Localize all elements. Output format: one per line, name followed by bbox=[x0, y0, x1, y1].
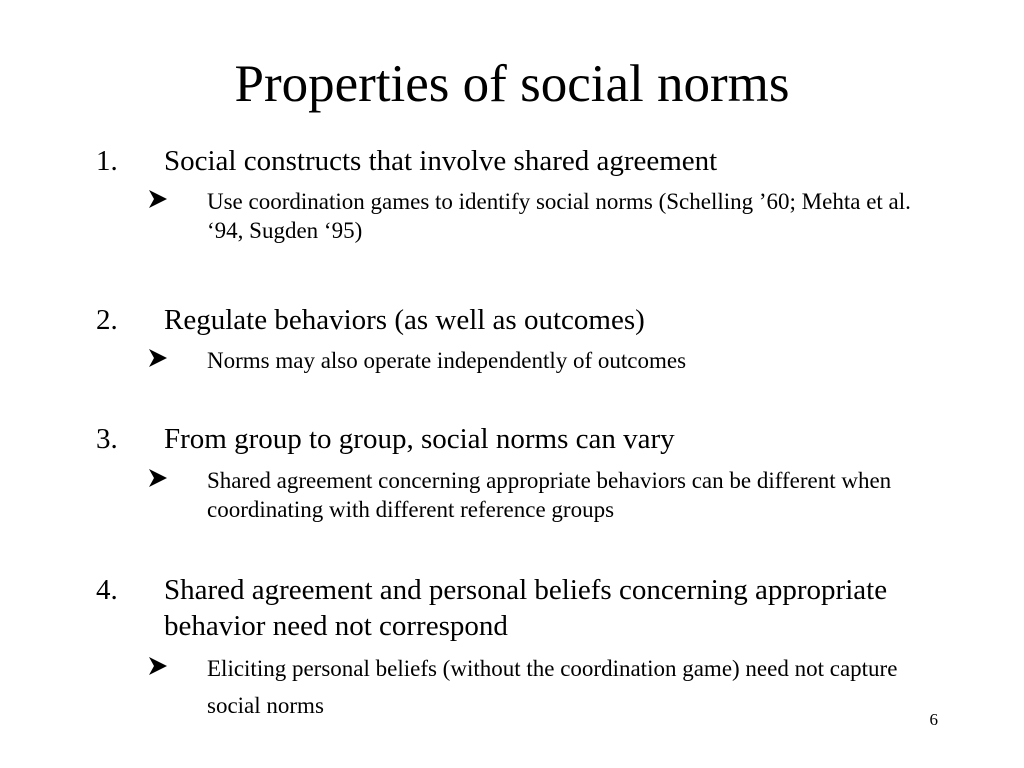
list-item-text: From group to group, social norms can vary bbox=[164, 423, 675, 455]
sub-bullet-text: Eliciting personal beliefs (without the coordination game) need not capture social norms bbox=[207, 656, 898, 718]
arrowhead-bullet-icon bbox=[147, 655, 169, 677]
list-number: 1. bbox=[96, 145, 118, 177]
list-number: 2. bbox=[96, 304, 118, 336]
list-item-text: Shared agreement and personal beliefs concerning appropriate behavior need not correspond bbox=[164, 574, 888, 642]
arrowhead-bullet-icon bbox=[147, 467, 169, 489]
slide-title: Properties of social norms bbox=[234, 55, 790, 113]
sub-bullet-text: Shared agreement concerning appropriate behaviors can be different when coordinating with different reference groups bbox=[207, 468, 892, 522]
sub-bullet-text: Use coordination games to identify social norms (Schelling ’60; Mehta et al. ‘94, Sugden ‘95) bbox=[207, 189, 911, 243]
list-item-text: Social constructs that involve shared agreement bbox=[164, 145, 718, 177]
list-number: 4. bbox=[96, 574, 118, 606]
page-number: 6 bbox=[929, 710, 938, 729]
arrowhead-bullet-icon bbox=[147, 188, 169, 210]
arrowhead-bullet-icon bbox=[147, 347, 169, 369]
sub-bullet-text: Norms may also operate independently of outcomes bbox=[207, 348, 687, 373]
list-item-text: Regulate behaviors (as well as outcomes) bbox=[164, 304, 645, 336]
list-number: 3. bbox=[96, 423, 118, 455]
